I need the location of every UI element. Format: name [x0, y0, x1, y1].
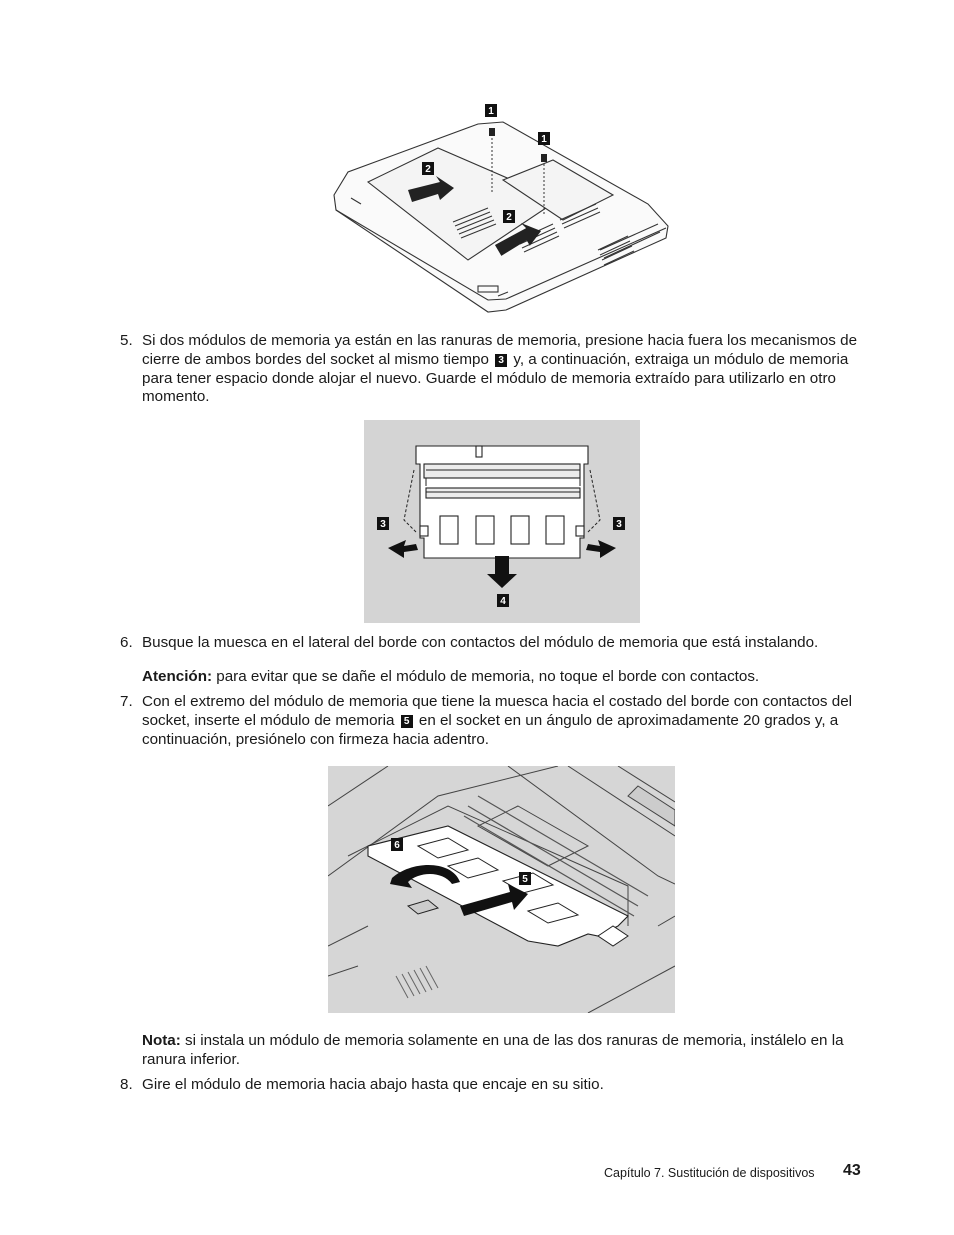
callout-label: 6	[394, 840, 400, 851]
fig2-callout-4	[497, 594, 509, 607]
step-7-text-after: en el socket en un ángulo de aproximadamente 20 grados y, a continuación, presiónelo con firmeza hacia adentro.	[142, 711, 839, 748]
step-6-number: 6.	[120, 634, 133, 651]
callout-label: 1	[541, 134, 547, 145]
footer-chapter: Capítulo 7. Sustitución de dispositivos	[604, 1166, 815, 1180]
fig2-callout-3-right	[613, 517, 625, 530]
fig3-callout-6	[391, 838, 403, 851]
callout-label: 1	[488, 106, 494, 117]
step-7-text	[142, 693, 862, 749]
note-text: si instala un módulo de memoria solamente en una de las dos ranuras de memoria, instálelo en la ranura inferior.	[142, 1032, 844, 1068]
figure-insert-memory	[328, 766, 675, 1013]
footer-page-number: 43	[843, 1162, 861, 1179]
fig3-callout-5	[519, 872, 531, 885]
attention-note	[142, 668, 862, 687]
callout-label: 4	[500, 596, 506, 607]
latch-arrow-right	[586, 540, 616, 558]
step-8-number: 8.	[120, 1076, 133, 1093]
figure-memory-latches	[364, 420, 640, 623]
fig1-callout-1b	[538, 132, 550, 145]
step-5-text-after: y, a continuación, extraiga un módulo de memoria para tener espacio donde alojar el nuevo. Guarde el módulo de memoria extraído para utilizarlo en otro momento.	[142, 350, 849, 406]
figure-laptop-bottom-cover	[328, 100, 670, 315]
callout-badge-5: 5	[401, 715, 413, 728]
attention-text: para evitar que se dañe el módulo de memoria, no toque el borde con contactos.	[216, 668, 760, 685]
latch-arrow-left	[388, 540, 418, 558]
callout-label: 3	[616, 519, 622, 530]
fig1-callout-1a	[485, 104, 497, 117]
step-5-text-before: Si dos módulos de memoria ya están en las ranuras de memoria, presione hacia fuera los mecanismos de cierre de ambos bordes del socket al mismo tiempo	[142, 332, 858, 368]
step-8-text: Gire el módulo de memoria hacia abajo hasta que encaje en su sitio.	[142, 1076, 604, 1093]
fig1-callout-2a	[422, 162, 434, 175]
step-5-text	[142, 332, 862, 407]
callout-label: 3	[380, 519, 386, 530]
callout-label: 5	[522, 874, 528, 885]
note	[142, 1032, 862, 1070]
step-7-text-before: Con el extremo del módulo de memoria que tiene la muesca hacia el costado del borde con contactos del socket, inserte el módulo de memoria	[142, 693, 853, 729]
step-5-number: 5.	[120, 332, 133, 349]
callout-label: 2	[425, 164, 431, 175]
note-label: Nota:	[142, 1032, 181, 1049]
fig1-callout-2b	[503, 210, 515, 223]
step-7-number: 7.	[120, 693, 133, 710]
remove-arrow-down	[487, 556, 517, 588]
step-6-text: Busque la muesca en el lateral del borde con contactos del módulo de memoria que está instalando.	[142, 634, 819, 651]
callout-label: 2	[506, 212, 512, 223]
fig2-callout-3-left	[377, 517, 389, 530]
callout-badge-3: 3	[495, 354, 507, 367]
attention-label: Atención:	[142, 668, 213, 685]
